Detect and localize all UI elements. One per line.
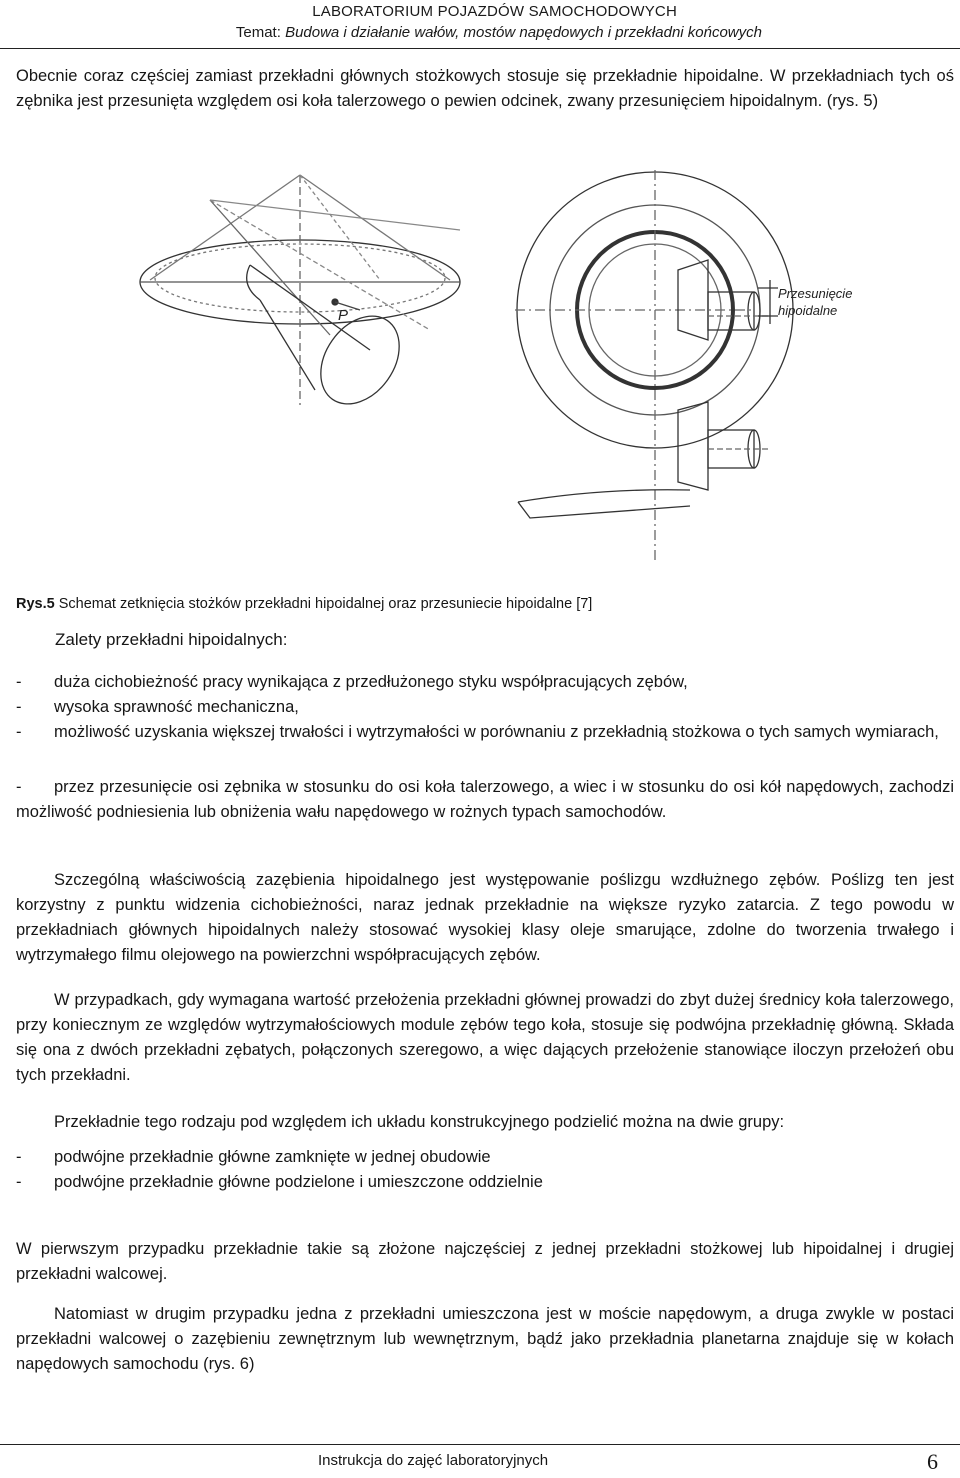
header-topic (236, 24, 762, 42)
advantage-item-4: - przez przesunięcie osi zębnika w stosunku do osi koła talerzowego, a wiec i w stosunku do osi kół napędowych, zachodzi możliwość podniesienia lub obniżenia wału napędowego w rożnych typach samochodów. (16, 775, 954, 825)
pinion-base-ellipse (305, 301, 416, 419)
paragraph-double-gear: W przypadkach, gdy wymagana wartość przełożenia przekładni głównej prowadzi do zbyt dużej średnicy koła talerzowego, przy koniecznym ze względów wytrzymałościowych module zębów tego koła, stosuje się podwójna przekładnię główną. Składa się ona z dwóch przekładni zębatych, połączonych szeregowo, a więc dających przełożenie stanowiące iloczyn przełożeń obu tych przekładni. (16, 991, 954, 1084)
caption-text: Schemat zetknięcia stożków przekładni hipoidalnej oraz przesuniecie hipoidalne [7] (54, 596, 593, 612)
page-number: 6 (927, 1449, 938, 1474)
pinion-side-view (678, 402, 708, 490)
hypoid-figure (130, 170, 890, 590)
paragraph-slip: Szczególną właściwością zazębienia hipoidalnego jest występowanie poślizgu wzdłużnego zębów. Poślizg ten jest korzystny z punktu widzenia cichobieżności, naraz jednak przekładnie na większe ryzyko zatarcia. Z tego powodu w przekładniach głównych hipoidalnych należy stosować wysokiej klasy oleje smarujące, zdolne do tworzenia trwałego i wytrzymałego filmu olejowego na powierzchni współpracujących zębów. (16, 871, 954, 964)
contact-point-label: P (338, 307, 349, 324)
paragraph-first-case: W pierwszym przypadku przekładnie takie są złożone najczęściej z jednej przekładni stożkowej lub hipoidalnej i drugiej przekładni walcowej. (16, 1240, 954, 1283)
list-dash: - (16, 698, 22, 716)
list-dash: - (16, 673, 22, 691)
header-lab-title: LABORATORIUM POJAZDÓW SAMOCHODOWYCH (312, 3, 677, 20)
group-item-1: - podwójne przekładnie główne zamknięte w jednej obudowie (16, 1145, 954, 1170)
header-rule (0, 48, 960, 49)
footer-rule (0, 1444, 960, 1445)
offset-label-line2: hipoidalne (778, 303, 838, 318)
offset-label-line1: Przesunięcie (778, 286, 853, 301)
advantage-item-2: - wysoka sprawność mechaniczna, (16, 695, 954, 720)
list-dash: - (16, 1173, 22, 1191)
list-dash: - (16, 1148, 22, 1166)
pinion-cone-edge-bottom (260, 300, 315, 390)
advantage-item-1: - duża cichobieżność pracy wynikająca z przedłużonego styku współpracujących zębów, (16, 670, 954, 695)
header-topic-prefix: Temat: (235, 24, 286, 41)
footer-text: Instrukcja do zajęć laboratoryjnych (318, 1452, 549, 1469)
intro-paragraph: Obecnie coraz częściej zamiast przekładni głównych stożkowych stosuje się przekładnie hipoidalne. W przekładniach tych oś zębnika jest przesunięta względem osi koła talerzowego o pewien odcinek, zwany przesunięciem hipoidalnym. (rys. 5) (16, 67, 954, 110)
caption-label: Rys.5 (16, 596, 55, 612)
header-topic-text: Budowa i działanie wałów, mostów napędowych i przekładni końcowych (285, 24, 762, 41)
hypoid-schematic (130, 170, 890, 590)
group-item-2: - podwójne przekładnie główne podzielone i umieszczone oddzielnie (16, 1170, 954, 1195)
figure-caption (16, 594, 916, 614)
advantages-heading: Zalety przekładni hipoidalnych: (55, 630, 288, 649)
paragraph-groups: Przekładnie tego rodzaju pod względem ich układu konstrukcyjnego podzielić można na dwie grupy: (54, 1113, 785, 1131)
list-dash: - (16, 778, 22, 796)
advantage-item-3: - możliwość uzyskania większej trwałości i wytrzymałości w porównaniu z przekładnią stożkowa o tych samych wymiarach, (16, 720, 954, 745)
list-dash: - (16, 723, 22, 741)
paragraph-second-case: Natomiast w drugim przypadku jedna z przekładni umieszczona jest w moście napędowym, a druga zwykle w postaci przekładni walcowej o zazębieniu zewnętrznym lub wewnętrznym, bądź jako przekładnia planetarna znajduje się w kołach napędowych samochodu (rys. 6) (16, 1305, 954, 1373)
pinion-top-view (678, 260, 708, 340)
